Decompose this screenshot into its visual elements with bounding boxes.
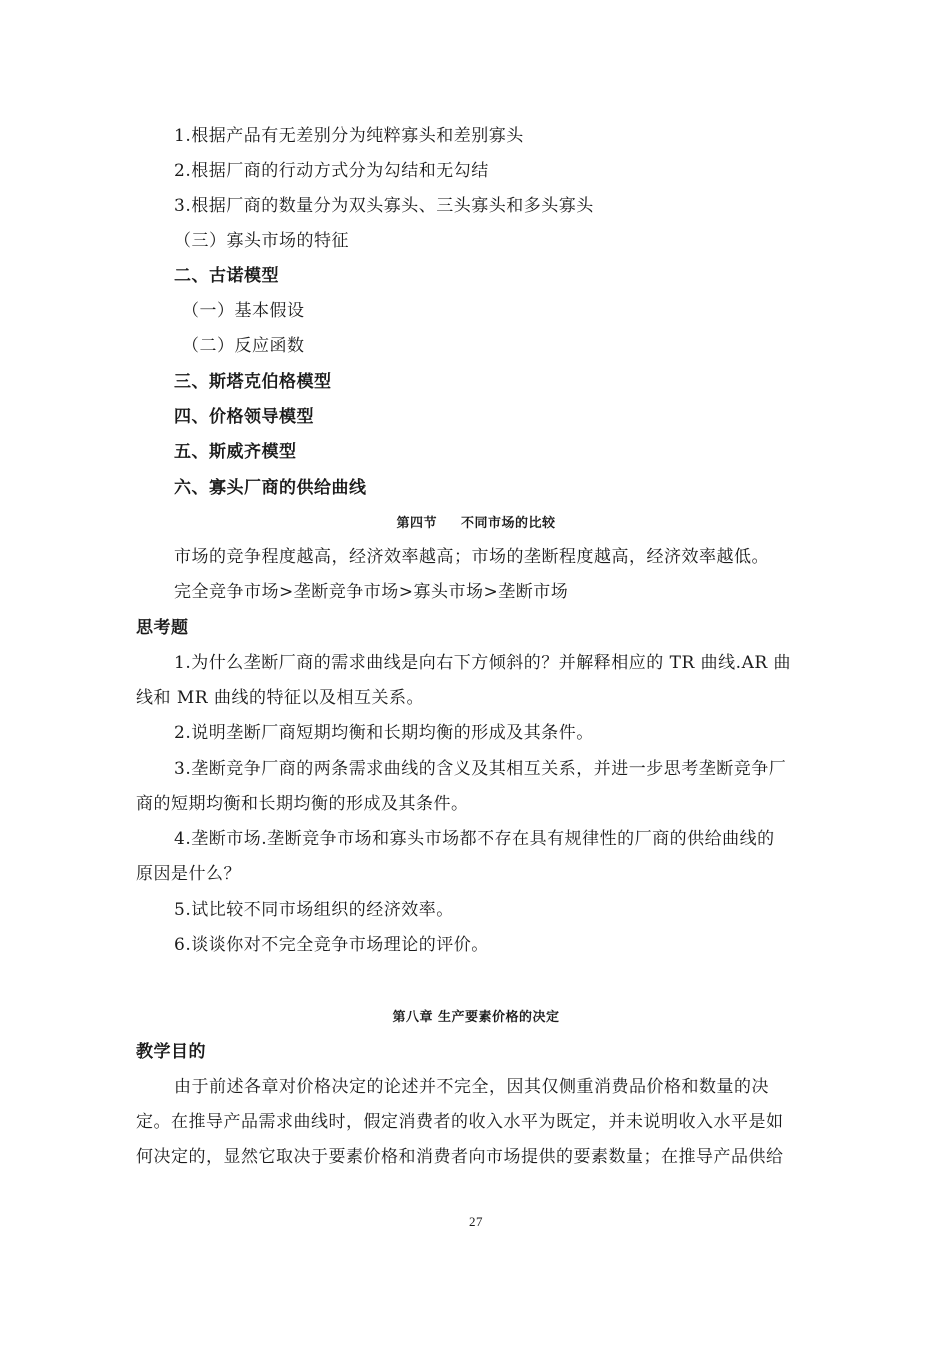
heading-questions: 思考题: [136, 618, 189, 638]
heading-sweezy-model: 五、斯威齐模型: [174, 442, 297, 462]
section-number: 第四节: [396, 516, 437, 531]
question-6: 6.谈谈你对不完全竞争市场理论的评价。: [174, 935, 489, 955]
section-title: 不同市场的比较: [461, 516, 556, 531]
page-number: 27: [469, 1214, 483, 1229]
list-item-oligopoly-action-type: 2.根据厂商的行动方式分为勾结和无勾结: [174, 161, 489, 181]
question-1-line-2: 线和 MR 曲线的特征以及相互关系。: [136, 688, 425, 708]
section-4-title: [0, 512, 952, 536]
paragraph-objective-line-1: 由于前述各章对价格决定的论述并不完全，因其仅侧重消费品价格和数量的决: [174, 1077, 769, 1097]
paragraph-objective-line-3: 何决定的，显然它取决于要素价格和消费者向市场提供的要素数量；在推导产品供给: [136, 1147, 784, 1167]
question-5: 5.试比较不同市场组织的经济效率。: [174, 900, 454, 920]
heading-cournot-model: 二、古诺模型: [174, 266, 279, 286]
question-3-line-1: 3.垄断竞争厂商的两条需求曲线的含义及其相互关系，并进一步思考垄断竞争厂: [174, 759, 787, 779]
question-2: 2.说明垄断厂商短期均衡和长期均衡的形成及其条件。: [174, 723, 594, 743]
subheading-basic-assumptions: （一）基本假设: [182, 301, 305, 321]
paragraph-objective-line-2: 定。在推导产品需求曲线时，假定消费者的收入水平为既定，并未说明收入水平是如: [136, 1112, 784, 1132]
question-4-line-1: 4.垄断市场.垄断竞争市场和寡头市场都不存在具有规律性的厂商的供给曲线的: [174, 829, 775, 849]
question-1-line-1: 1.为什么垄断厂商的需求曲线是向右下方倾斜的？并解释相应的 TR 曲线.AR 曲: [174, 653, 792, 673]
question-3-line-2: 商的短期均衡和长期均衡的形成及其条件。: [136, 794, 469, 814]
paragraph-market-ranking: 完全竞争市场>垄断竞争市场>寡头市场>垄断市场: [174, 582, 569, 602]
list-item-oligopoly-product-type: 1.根据产品有无差别分为纯粹寡头和差别寡头: [174, 126, 524, 146]
heading-oligopoly-supply-curve: 六、寡头厂商的供给曲线: [174, 478, 367, 498]
chapter-8-title: 第八章 生产要素价格的决定: [392, 1010, 560, 1025]
paragraph-efficiency: 市场的竞争程度越高，经济效率越高；市场的垄断程度越高，经济效率越低。: [174, 547, 769, 567]
heading-price-leadership-model: 四、价格领导模型: [174, 407, 314, 427]
subheading-reaction-function: （二）反应函数: [182, 336, 305, 356]
list-item-oligopoly-firm-count: 3.根据厂商的数量分为双头寡头、三头寡头和多头寡头: [174, 196, 594, 216]
heading-teaching-objective: 教学目的: [136, 1042, 206, 1062]
subheading-oligopoly-features: （三）寡头市场的特征: [174, 231, 349, 251]
question-4-line-2: 原因是什么？: [136, 864, 241, 884]
heading-stackelberg-model: 三、斯塔克伯格模型: [174, 372, 332, 392]
